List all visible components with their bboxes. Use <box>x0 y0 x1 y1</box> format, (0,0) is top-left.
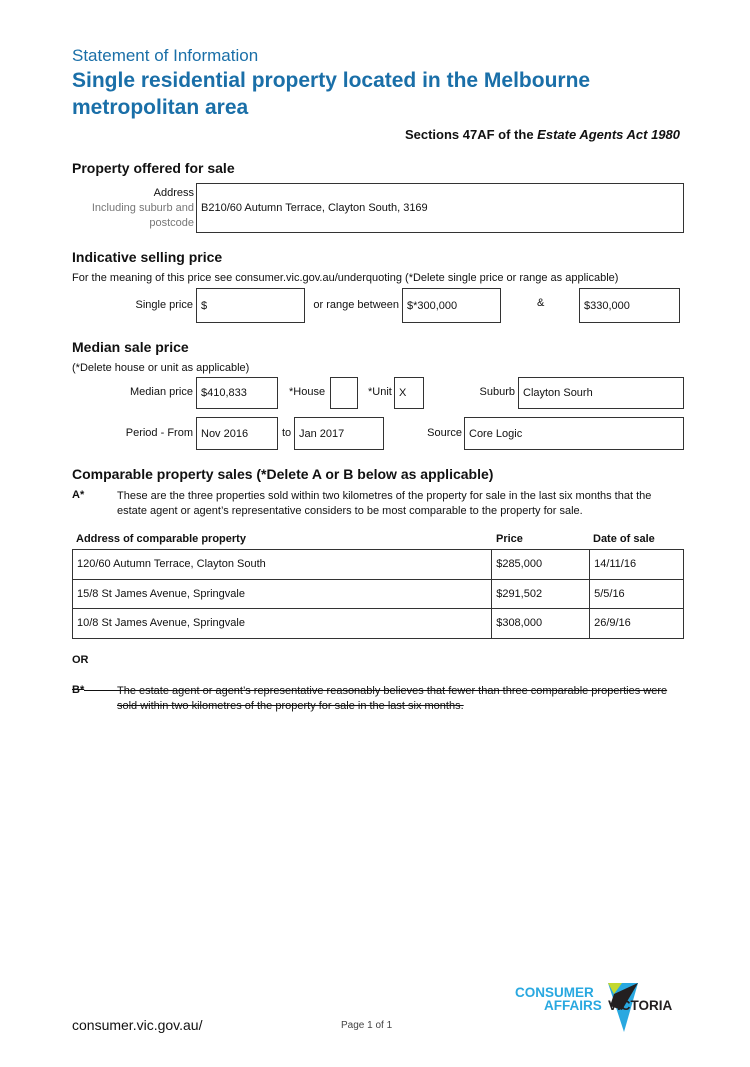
house-label: *House <box>289 386 326 398</box>
unit-field[interactable]: X <box>394 377 424 409</box>
median-price-label: Median price <box>130 386 193 398</box>
document-subtitle: Statement of Information <box>72 46 259 65</box>
table-row <box>73 609 684 639</box>
suburb-label: Suburb <box>479 386 515 398</box>
logo-text-victoria: VICTORIA <box>608 998 673 1013</box>
median-price-field[interactable]: $410,833 <box>196 377 278 409</box>
address-label-block <box>80 186 194 231</box>
period-to-field[interactable]: Jan 2017 <box>294 417 384 450</box>
section-heading-indicative: Indicative selling price <box>72 249 223 265</box>
single-price-field[interactable]: $ <box>196 288 305 323</box>
section-heading-property: Property offered for sale <box>72 160 235 176</box>
comparable-address[interactable]: 15/8 St James Avenue, Springvale <box>73 579 492 609</box>
period-to-label: to <box>282 427 292 439</box>
option-b-label: B* <box>72 684 85 696</box>
option-b-strike-line <box>84 690 117 691</box>
footer-url[interactable]: consumer.vic.gov.au/ <box>72 1017 203 1033</box>
option-a-text: These are the three properties sold within two kilometres of the property for sale in the last six months that the estate agent or agent’s representative considers to be most comparable to the property for sale. <box>117 490 652 517</box>
address-sublabel-2: postcode <box>149 217 194 229</box>
house-field[interactable] <box>330 377 358 409</box>
or-label: OR <box>72 654 89 666</box>
unit-label: *Unit <box>368 386 392 398</box>
address-label: Address <box>153 187 194 199</box>
single-price-label: Single price <box>135 299 193 311</box>
range-label: or range between <box>313 299 399 311</box>
page-number: Page 1 of 1 <box>341 1020 393 1031</box>
act-reference <box>405 127 680 142</box>
table-row <box>73 550 684 580</box>
indicative-note: For the meaning of this price see consumer.vic.gov.au/underquoting (*Delete single price or range as applicable) <box>72 272 619 284</box>
address-field[interactable]: B210/60 Autumn Terrace, Clayton South, 3169 <box>196 183 684 233</box>
period-from-label: Period - From <box>125 427 193 439</box>
logo-text-affairs: AFFAIRS <box>544 998 602 1013</box>
logo-text-consumer: CONSUMER <box>515 985 594 1000</box>
range-separator: & <box>537 297 545 309</box>
range-low-field[interactable]: $*300,000 <box>402 288 501 323</box>
address-sublabel-1: Including suburb and <box>91 202 194 214</box>
document-title: Single residential property located in the Melbourne metropolitan area <box>72 69 591 119</box>
column-header-date: Date of sale <box>593 533 655 545</box>
period-from-field[interactable]: Nov 2016 <box>196 417 278 450</box>
comparable-address[interactable]: 120/60 Autumn Terrace, Clayton South <box>73 550 492 580</box>
comparable-date[interactable]: 14/11/16 <box>590 550 684 580</box>
comparable-price[interactable]: $285,000 <box>492 550 590 580</box>
column-header-price: Price <box>496 533 523 545</box>
comparable-price[interactable]: $291,502 <box>492 579 590 609</box>
act-prefix: Sections 47AF of the <box>404 127 538 142</box>
comparable-date[interactable]: 5/5/16 <box>590 579 684 609</box>
table-row <box>73 579 684 609</box>
section-heading-comparable: Comparable property sales (*Delete A or B below as applicable) <box>72 466 494 482</box>
comparable-address[interactable]: 10/8 St James Avenue, Springvale <box>73 609 492 639</box>
section-heading-median: Median sale price <box>72 339 189 355</box>
comparable-sales-table <box>72 549 684 639</box>
source-field[interactable]: Core Logic <box>464 417 684 450</box>
suburb-field[interactable]: Clayton Sourh <box>518 377 684 409</box>
comparable-price[interactable]: $308,000 <box>492 609 590 639</box>
option-b-text: The estate agent or agent’s representative reasonably believes that fewer than three comparable properties were sold within two kilometres of the property for sale in the last six months. <box>117 685 668 712</box>
logo-graphic <box>514 980 689 1035</box>
act-name: Estate Agents Act 1980 <box>537 127 680 142</box>
consumer-affairs-victoria-logo <box>514 980 689 1035</box>
source-label: Source <box>427 427 462 439</box>
column-header-address: Address of comparable property <box>76 533 246 545</box>
range-high-field[interactable]: $330,000 <box>579 288 680 323</box>
median-note: (*Delete house or unit as applicable) <box>72 362 250 374</box>
option-a-label: A* <box>72 489 85 501</box>
comparable-date[interactable]: 26/9/16 <box>590 609 684 639</box>
